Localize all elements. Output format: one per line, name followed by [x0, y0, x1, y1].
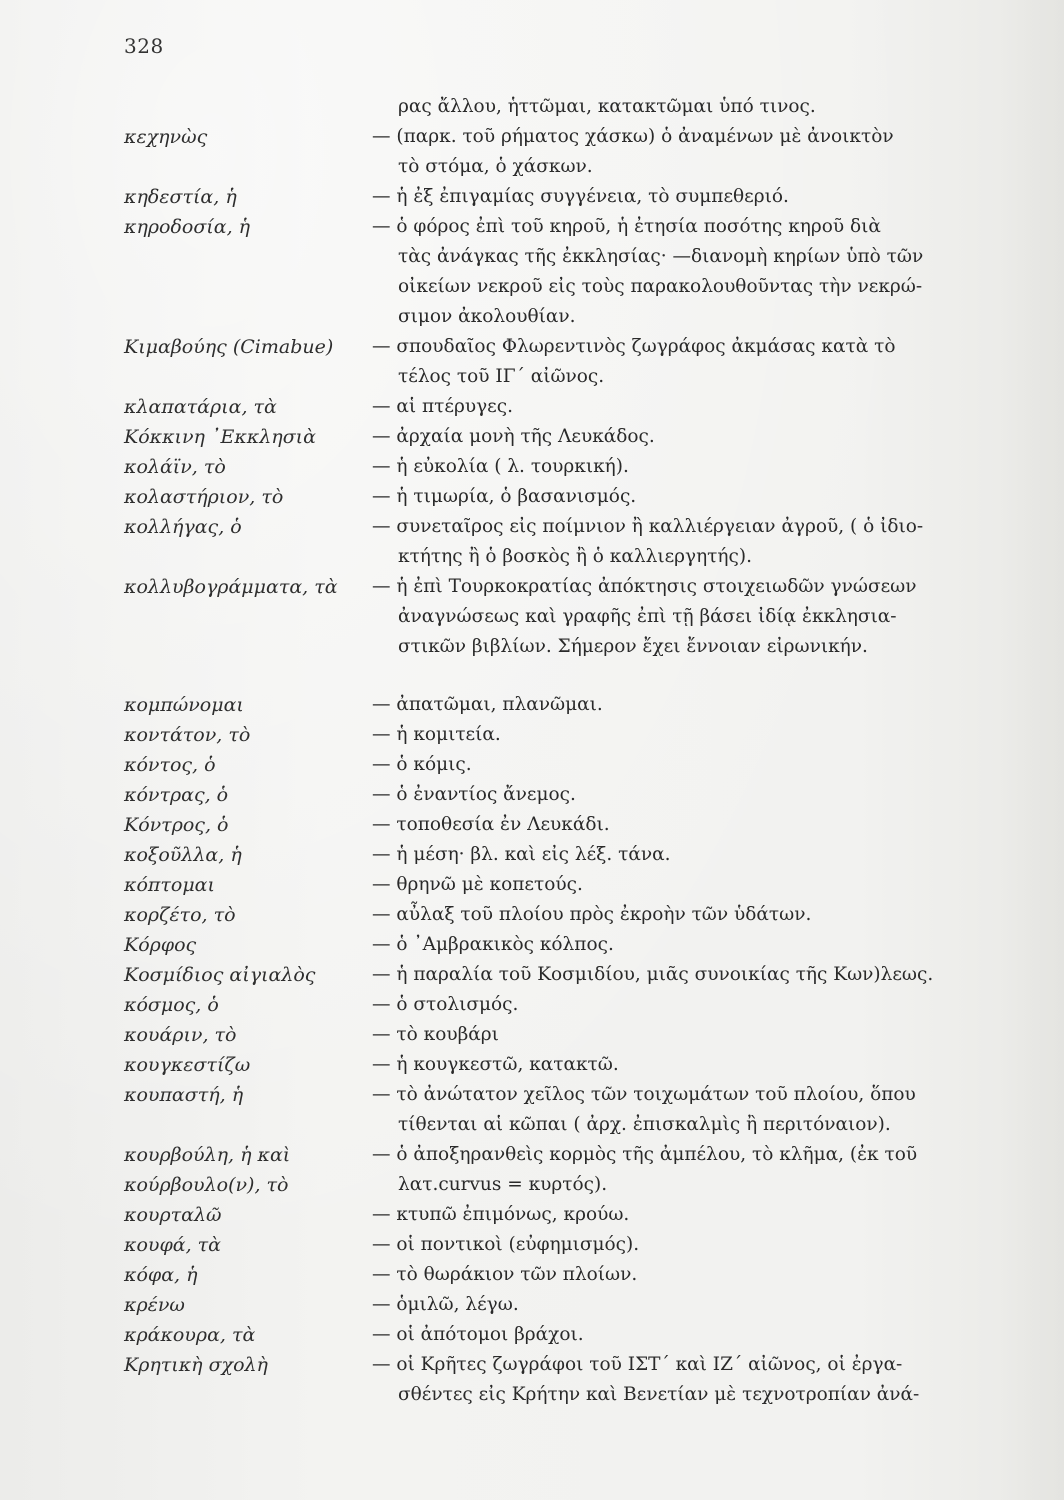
glossary-entry [0, 690, 1064, 720]
definition-line: — ὁ φόρος ἐπὶ τοῦ κηροῦ, ἡ ἐτησία ποσότης κηροῦ διὰ [372, 216, 881, 237]
definition-line: — σπουδαῖος Φλωρεντινὸς ζωγράφος ἀκμάσας κατὰ τὸ [372, 336, 896, 357]
entry-term: κορζέτο, τὸ [124, 904, 236, 926]
definition-line: στικῶν βιβλίων. Σήμερον ἔχει ἔννοιαν εἰρωνικήν. [398, 636, 868, 657]
entry-definition [372, 1290, 992, 1320]
definition-line: — ὁ ἐναντίος ἄνεμος. [372, 784, 576, 805]
glossary-entry [0, 1170, 1064, 1200]
entry-definition [372, 1320, 992, 1350]
entry-term: κομπώνομαι [124, 694, 244, 716]
definition-line: — τὸ θωράκιον τῶν πλοίων. [372, 1264, 638, 1285]
definition-line: λατ.curvus = κυρτός). [398, 1174, 608, 1195]
definition-line: — ἀπατῶμαι, πλανῶμαι. [372, 694, 603, 715]
entry-definition [372, 960, 992, 990]
definition-line: — ἡ εὐκολία ( λ. τουρκική). [372, 456, 629, 477]
entry-term: κηδεστία, ἡ [124, 186, 237, 208]
entry-term: κουγκεστίζω [124, 1054, 251, 1076]
entry-term: κόφα, ἡ [124, 1264, 198, 1286]
entry-definition [372, 750, 992, 780]
glossary-entry [0, 1050, 1064, 1080]
definition-line: — ἡ τιμωρία, ὁ βασανισμός. [372, 486, 637, 507]
entry-definition [372, 482, 992, 512]
definition-line: — ἡ ἐπὶ Τουρκοκρατίας ἀπόκτησις στοιχειωδῶν γνώσεων [372, 576, 917, 597]
glossary-entry [0, 572, 1064, 662]
definition-line: τίθενται αἱ κῶπαι ( ἀρχ. ἐπισκαλμὶς ἢ περιτόναιον). [398, 1114, 891, 1135]
entry-definition [372, 1020, 992, 1050]
definition-line: — οἱ ἀπότομοι βράχοι. [372, 1324, 584, 1345]
definition-line: — οἱ Κρῆτες ζωγράφοι τοῦ ΙΣΤ΄ καὶ ΙΖ΄ αἰῶνος, οἱ ἐργα- [372, 1354, 903, 1375]
entry-definition [372, 1140, 992, 1170]
entry-definition [372, 92, 992, 122]
glossary-entry [0, 392, 1064, 422]
entry-definition [372, 452, 992, 482]
glossary-entry [0, 92, 1064, 122]
entry-term: Κιμαβούης (Cimabue) [124, 336, 334, 358]
entry-term: Κρητικὴ σχολὴ [124, 1354, 268, 1376]
entry-definition [372, 1260, 992, 1290]
glossary-entry [0, 720, 1064, 750]
entry-definition [372, 720, 992, 750]
glossary-entry [0, 1140, 1064, 1170]
glossary-entry [0, 422, 1064, 452]
glossary-entry [0, 1260, 1064, 1290]
definition-line: — συνεταῖρος εἰς ποίμνιον ἢ καλλιέργειαν ἀγροῦ, ( ὁ ἰδιο- [372, 516, 924, 537]
entry-definition [372, 422, 992, 452]
definition-line: τὸ στόμα, ὁ χάσκων. [398, 156, 593, 177]
entry-definition [372, 870, 992, 900]
glossary-entry [0, 512, 1064, 572]
definition-line: — τοποθεσία ἐν Λευκάδι. [372, 814, 610, 835]
glossary-entry [0, 1200, 1064, 1230]
entry-definition [372, 840, 992, 870]
entry-definition [372, 1050, 992, 1080]
entry-definition [372, 512, 992, 572]
entry-term: κουπαστή, ἡ [124, 1084, 244, 1106]
glossary-entry [0, 482, 1064, 512]
entry-definition [372, 212, 992, 332]
entry-definition [372, 1080, 992, 1140]
glossary-entry [0, 1230, 1064, 1260]
entry-term: κουρταλῶ [124, 1204, 222, 1226]
entry-term: κεχηνὼς [124, 126, 208, 148]
entry-term: κρένω [124, 1294, 185, 1316]
glossary-entry [0, 960, 1064, 990]
definition-line: ρας ἄλλου, ἡττῶμαι, κατακτῶμαι ὑπό τινος. [398, 96, 816, 117]
entry-definition [372, 780, 992, 810]
glossary-entry [0, 1290, 1064, 1320]
definition-line: κτήτης ἢ ὁ βοσκὸς ἢ ὁ καλλιεργητής). [398, 546, 752, 567]
definition-line: — ἡ ἐξ ἐπιγαμίας συγγένεια, τὸ συμπεθεριό. [372, 186, 789, 207]
entry-definition [372, 1350, 992, 1410]
definition-line: — θρηνῶ μὲ κοπετούς. [372, 874, 583, 895]
definition-line: — οἱ ποντικοὶ (εὐφημισμός). [372, 1234, 640, 1255]
glossary-entry [0, 1320, 1064, 1350]
definition-line: — ὁ στολισμός. [372, 994, 519, 1015]
definition-line: — ἡ μέση· βλ. καὶ εἰς λέξ. τάνα. [372, 844, 671, 865]
glossary-entry [0, 212, 1064, 332]
entry-term: κούρβουλο(ν), τὸ [124, 1174, 289, 1196]
entry-term: κηροδοσία, ἡ [124, 216, 251, 238]
entry-definition [372, 182, 992, 212]
glossary-entry [0, 930, 1064, 960]
definition-line: — ὁμιλῶ, λέγω. [372, 1294, 519, 1315]
definition-line: οἰκείων νεκροῦ εἰς τοὺς παρακολουθοῦντας τὴν νεκρώ- [398, 276, 923, 297]
entry-definition [372, 122, 992, 182]
glossary-entry [0, 1350, 1064, 1410]
entry-spacer [0, 662, 1064, 690]
entry-term: κόντρας, ὁ [124, 784, 229, 806]
glossary-entry [0, 1020, 1064, 1050]
entry-term: κουάριν, τὸ [124, 1024, 237, 1046]
entry-term: κολλήγας, ὁ [124, 516, 242, 538]
definition-line: — τὸ ἀνώτατον χεῖλος τῶν τοιχωμάτων τοῦ πλοίου, ὅπου [372, 1084, 916, 1105]
definition-line: σθέντες εἰς Κρήτην καὶ Βενετίαν μὲ τεχνοτροπίαν ἀνά- [398, 1384, 920, 1405]
glossary-entry [0, 122, 1064, 182]
entry-term: Κοσμίδιος αἰγιαλὸς [124, 964, 316, 986]
entry-term: κουρβούλη, ἡ καὶ [124, 1144, 291, 1166]
entry-definition [372, 990, 992, 1020]
page-number: 328 [124, 34, 164, 58]
definition-line: — αἱ πτέρυγες. [372, 396, 513, 417]
entry-definition [372, 332, 992, 392]
entry-definition [372, 1230, 992, 1260]
entry-term: κολαστήριον, τὸ [124, 486, 284, 508]
glossary-entry [0, 900, 1064, 930]
definition-line: — ἡ κομιτεία. [372, 724, 501, 745]
definition-line: τέλος τοῦ ΙΓ΄ αἰῶνος. [398, 366, 605, 387]
glossary-entry [0, 332, 1064, 392]
definition-line: — ἡ κουγκεστῶ, κατακτῶ. [372, 1054, 619, 1075]
definition-line: — ἀρχαία μονὴ τῆς Λευκάδος. [372, 426, 655, 447]
glossary-entries [0, 92, 1064, 1410]
entry-definition [372, 392, 992, 422]
page-edge-shadow [1000, 0, 1064, 1500]
definition-line: — κτυπῶ ἐπιμόνως, κρούω. [372, 1204, 630, 1225]
entry-term: Κόκκινη ᾿Εκκλησιὰ [124, 426, 316, 448]
glossary-entry [0, 780, 1064, 810]
definition-line: — αὖλαξ τοῦ πλοίου πρὸς ἐκροὴν τῶν ὑδάτων. [372, 904, 812, 925]
definition-line: — (παρκ. τοῦ ρήματος χάσκω) ὁ ἀναμένων μὲ ἀνοικτὸν [372, 126, 894, 147]
entry-term: κράκουρα, τὰ [124, 1324, 256, 1346]
glossary-entry [0, 840, 1064, 870]
glossary-entry [0, 810, 1064, 840]
definition-line: — τὸ κουβάρι [372, 1024, 499, 1045]
entry-term: κόντος, ὁ [124, 754, 216, 776]
entry-definition [372, 690, 992, 720]
entry-term: κολάϊν, τὸ [124, 456, 226, 478]
glossary-entry [0, 1080, 1064, 1140]
entry-term: κολλυβογράμματα, τὰ [124, 576, 338, 598]
glossary-entry [0, 182, 1064, 212]
entry-term: κουφά, τὰ [124, 1234, 222, 1256]
entry-term: κόπτομαι [124, 874, 215, 896]
entry-term: κλαπατάρια, τὰ [124, 396, 277, 418]
glossary-entry [0, 750, 1064, 780]
definition-line: — ὁ ᾿Αμβρακικὸς κόλπος. [372, 934, 614, 955]
definition-line: σιμον ἀκολουθίαν. [398, 306, 576, 327]
glossary-entry [0, 452, 1064, 482]
glossary-entry [0, 990, 1064, 1020]
entry-definition [372, 810, 992, 840]
entry-term: κοντάτον, τὸ [124, 724, 251, 746]
entry-definition [372, 1200, 992, 1230]
entry-term: Κόντρος, ὁ [124, 814, 229, 836]
entry-definition [372, 930, 992, 960]
entry-term: κοξοῦλλα, ἡ [124, 844, 242, 866]
glossary-entry [0, 870, 1064, 900]
definition-line: τὰς ἀνάγκας τῆς ἐκκλησίας· —διανομὴ κηρίων ὑπὸ τῶν [398, 246, 924, 267]
entry-term: Κόρφος [124, 934, 197, 956]
definition-line: — ἡ παραλία τοῦ Κοσμιδίου, μιᾶς συνοικίας τῆς Κων)λεως. [372, 964, 934, 985]
entry-term: κόσμος, ὁ [124, 994, 219, 1016]
definition-line: ἀναγνώσεως καὶ γραφῆς ἐπὶ τῇ βάσει ἰδίᾳ ἐκκλησια- [398, 606, 897, 627]
entry-definition [372, 900, 992, 930]
entry-definition [372, 1170, 992, 1200]
entry-definition [372, 572, 992, 662]
definition-line: — ὁ ἀποξηρανθεὶς κορμὸς τῆς ἀμπέλου, τὸ κλῆμα, (ἐκ τοῦ [372, 1144, 918, 1165]
definition-line: — ὁ κόμις. [372, 754, 472, 775]
